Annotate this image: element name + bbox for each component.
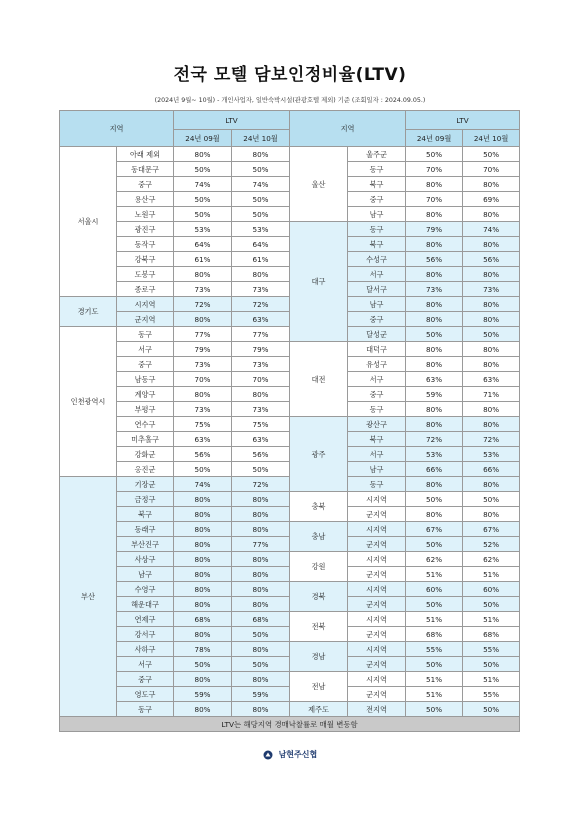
subregion-cell: 중구 bbox=[348, 192, 406, 207]
header-sep-left: 24년 09월 bbox=[174, 130, 232, 147]
ltv-sep-cell: 59% bbox=[406, 387, 463, 402]
table-row bbox=[60, 147, 520, 162]
header-ltv-left: LTV bbox=[174, 111, 290, 130]
ltv-oct-cell: 50% bbox=[232, 657, 290, 672]
ltv-oct-cell: 64% bbox=[232, 237, 290, 252]
ltv-sep-cell: 56% bbox=[174, 447, 232, 462]
subregion-cell: 울주군 bbox=[348, 147, 406, 162]
ltv-sep-cell: 80% bbox=[174, 507, 232, 522]
ltv-oct-cell: 55% bbox=[463, 642, 520, 657]
region-label-left: 서울시 bbox=[60, 147, 117, 297]
subregion-cell: 중구 bbox=[117, 357, 174, 372]
subregion-cell: 영도구 bbox=[117, 687, 174, 702]
ltv-oct-cell: 70% bbox=[232, 372, 290, 387]
ltv-oct-cell: 70% bbox=[463, 162, 520, 177]
ltv-sep-cell: 66% bbox=[406, 462, 463, 477]
ltv-oct-cell: 77% bbox=[232, 327, 290, 342]
subregion-cell: 연수구 bbox=[117, 417, 174, 432]
ltv-oct-cell: 50% bbox=[463, 702, 520, 717]
ltv-oct-cell: 53% bbox=[232, 222, 290, 237]
ltv-sep-cell: 61% bbox=[174, 252, 232, 267]
subregion-cell: 동구 bbox=[348, 222, 406, 237]
header-oct-right: 24년 10월 bbox=[463, 130, 520, 147]
ltv-sep-cell: 80% bbox=[406, 312, 463, 327]
region-label-right: 울산 bbox=[290, 147, 348, 222]
subregion-cell: 중구 bbox=[117, 177, 174, 192]
subregion-cell: 수성구 bbox=[348, 252, 406, 267]
subregion-cell: 군지역 bbox=[348, 507, 406, 522]
ltv-sep-cell: 51% bbox=[406, 672, 463, 687]
ltv-oct-cell: 50% bbox=[463, 147, 520, 162]
region-label-right: 충북 bbox=[290, 492, 348, 522]
region-label-right: 제주도 bbox=[290, 702, 348, 717]
ltv-oct-cell: 63% bbox=[232, 432, 290, 447]
subregion-cell: 강북구 bbox=[117, 252, 174, 267]
subregion-cell: 시지역 bbox=[348, 612, 406, 627]
ltv-oct-cell: 80% bbox=[232, 672, 290, 687]
ltv-sep-cell: 50% bbox=[406, 537, 463, 552]
ltv-sep-cell: 67% bbox=[406, 522, 463, 537]
ltv-oct-cell: 72% bbox=[232, 477, 290, 492]
subregion-cell: 군지역 bbox=[348, 597, 406, 612]
table-row bbox=[60, 582, 520, 597]
subregion-cell: 기장군 bbox=[117, 477, 174, 492]
credit-union-logo-icon bbox=[263, 750, 273, 760]
subregion-cell: 사하구 bbox=[117, 642, 174, 657]
credit-union-logo bbox=[0, 749, 580, 760]
subregion-cell: 도봉구 bbox=[117, 267, 174, 282]
table-row bbox=[60, 222, 520, 237]
ltv-sep-cell: 80% bbox=[174, 702, 232, 717]
ltv-oct-cell: 80% bbox=[232, 507, 290, 522]
ltv-oct-cell: 69% bbox=[463, 192, 520, 207]
ltv-sep-cell: 50% bbox=[174, 192, 232, 207]
ltv-oct-cell: 63% bbox=[232, 312, 290, 327]
subregion-cell: 부평구 bbox=[117, 402, 174, 417]
ltv-oct-cell: 59% bbox=[232, 687, 290, 702]
table-row bbox=[60, 342, 520, 357]
ltv-oct-cell: 80% bbox=[232, 597, 290, 612]
ltv-oct-cell: 74% bbox=[232, 177, 290, 192]
header-ltv-right: LTV bbox=[406, 111, 520, 130]
region-label-left: 경기도 bbox=[60, 297, 117, 327]
ltv-table bbox=[59, 110, 520, 732]
ltv-sep-cell: 80% bbox=[406, 402, 463, 417]
ltv-oct-cell: 60% bbox=[463, 582, 520, 597]
subregion-cell: 금정구 bbox=[117, 492, 174, 507]
ltv-oct-cell: 51% bbox=[463, 612, 520, 627]
ltv-oct-cell: 80% bbox=[232, 567, 290, 582]
ltv-sep-cell: 64% bbox=[174, 237, 232, 252]
table-row bbox=[60, 672, 520, 687]
subregion-cell: 계양구 bbox=[117, 387, 174, 402]
subregion-cell: 시지역 bbox=[348, 582, 406, 597]
subregion-cell: 대덕구 bbox=[348, 342, 406, 357]
subregion-cell: 군지역 bbox=[348, 567, 406, 582]
ltv-sep-cell: 79% bbox=[406, 222, 463, 237]
ltv-oct-cell: 66% bbox=[463, 462, 520, 477]
subregion-cell: 강화군 bbox=[117, 447, 174, 462]
ltv-oct-cell: 80% bbox=[463, 417, 520, 432]
ltv-sep-cell: 73% bbox=[174, 282, 232, 297]
subregion-cell: 시지역 bbox=[348, 672, 406, 687]
ltv-sep-cell: 80% bbox=[406, 207, 463, 222]
ltv-oct-cell: 50% bbox=[463, 597, 520, 612]
ltv-sep-cell: 80% bbox=[174, 627, 232, 642]
ltv-sep-cell: 55% bbox=[406, 642, 463, 657]
subregion-cell: 남동구 bbox=[117, 372, 174, 387]
subregion-cell: 동구 bbox=[117, 702, 174, 717]
subregion-cell: 유성구 bbox=[348, 357, 406, 372]
subregion-cell: 남구 bbox=[348, 462, 406, 477]
ltv-oct-cell: 73% bbox=[463, 282, 520, 297]
ltv-oct-cell: 80% bbox=[232, 267, 290, 282]
ltv-oct-cell: 51% bbox=[463, 567, 520, 582]
ltv-sep-cell: 75% bbox=[174, 417, 232, 432]
ltv-oct-cell: 50% bbox=[232, 162, 290, 177]
subregion-cell: 수영구 bbox=[117, 582, 174, 597]
header-oct-left: 24년 10월 bbox=[232, 130, 290, 147]
ltv-oct-cell: 71% bbox=[463, 387, 520, 402]
table-row bbox=[60, 552, 520, 567]
ltv-sep-cell: 50% bbox=[174, 462, 232, 477]
ltv-oct-cell: 63% bbox=[463, 372, 520, 387]
table-row bbox=[60, 702, 520, 717]
ltv-oct-cell: 72% bbox=[463, 432, 520, 447]
subregion-cell: 중구 bbox=[117, 672, 174, 687]
region-label-right: 광주 bbox=[290, 417, 348, 492]
ltv-sep-cell: 73% bbox=[174, 402, 232, 417]
ltv-oct-cell: 80% bbox=[232, 702, 290, 717]
ltv-sep-cell: 74% bbox=[174, 477, 232, 492]
subregion-cell: 남구 bbox=[348, 297, 406, 312]
ltv-sep-cell: 70% bbox=[406, 192, 463, 207]
subregion-cell: 동대문구 bbox=[117, 162, 174, 177]
subregion-cell: 시지역 bbox=[348, 642, 406, 657]
subregion-cell: 광산구 bbox=[348, 417, 406, 432]
ltv-sep-cell: 80% bbox=[174, 267, 232, 282]
ltv-oct-cell: 80% bbox=[232, 147, 290, 162]
ltv-oct-cell: 50% bbox=[463, 492, 520, 507]
subregion-cell: 해운대구 bbox=[117, 597, 174, 612]
ltv-sep-cell: 50% bbox=[174, 207, 232, 222]
ltv-oct-cell: 61% bbox=[232, 252, 290, 267]
ltv-oct-cell: 80% bbox=[463, 477, 520, 492]
ltv-sep-cell: 68% bbox=[406, 627, 463, 642]
subregion-cell: 중구 bbox=[348, 312, 406, 327]
ltv-sep-cell: 80% bbox=[174, 522, 232, 537]
ltv-oct-cell: 67% bbox=[463, 522, 520, 537]
region-label-right: 경북 bbox=[290, 582, 348, 612]
ltv-sep-cell: 56% bbox=[406, 252, 463, 267]
region-label-right: 대전 bbox=[290, 342, 348, 417]
ltv-sep-cell: 80% bbox=[406, 477, 463, 492]
subregion-cell: 동래구 bbox=[117, 522, 174, 537]
ltv-sep-cell: 80% bbox=[174, 537, 232, 552]
subregion-cell: 연제구 bbox=[117, 612, 174, 627]
ltv-sep-cell: 50% bbox=[406, 597, 463, 612]
ltv-oct-cell: 73% bbox=[232, 402, 290, 417]
ltv-oct-cell: 80% bbox=[463, 312, 520, 327]
ltv-sep-cell: 72% bbox=[406, 432, 463, 447]
region-label-right: 전남 bbox=[290, 672, 348, 702]
subregion-cell: 미추홀구 bbox=[117, 432, 174, 447]
ltv-oct-cell: 80% bbox=[463, 342, 520, 357]
subregion-cell: 종로구 bbox=[117, 282, 174, 297]
ltv-sep-cell: 80% bbox=[174, 672, 232, 687]
ltv-sep-cell: 53% bbox=[406, 447, 463, 462]
ltv-sep-cell: 51% bbox=[406, 687, 463, 702]
region-label-right: 충남 bbox=[290, 522, 348, 552]
ltv-oct-cell: 80% bbox=[232, 522, 290, 537]
ltv-oct-cell: 77% bbox=[232, 537, 290, 552]
ltv-sep-cell: 50% bbox=[406, 327, 463, 342]
subregion-cell: 전지역 bbox=[348, 702, 406, 717]
subregion-cell: 서구 bbox=[348, 267, 406, 282]
ltv-oct-cell: 50% bbox=[232, 192, 290, 207]
ltv-sep-cell: 80% bbox=[174, 552, 232, 567]
ltv-sep-cell: 80% bbox=[174, 567, 232, 582]
subregion-cell: 옹진군 bbox=[117, 462, 174, 477]
ltv-oct-cell: 80% bbox=[232, 642, 290, 657]
ltv-oct-cell: 56% bbox=[232, 447, 290, 462]
subregion-cell: 군지역 bbox=[348, 687, 406, 702]
ltv-oct-cell: 68% bbox=[463, 627, 520, 642]
ltv-oct-cell: 73% bbox=[232, 282, 290, 297]
region-label-left: 부산 bbox=[60, 477, 117, 717]
ltv-sep-cell: 80% bbox=[406, 417, 463, 432]
page-title: 전국 모텔 담보인정비율(LTV) bbox=[173, 65, 407, 85]
ltv-oct-cell: 80% bbox=[463, 207, 520, 222]
subregion-cell: 북구 bbox=[348, 432, 406, 447]
ltv-oct-cell: 80% bbox=[463, 357, 520, 372]
ltv-sep-cell: 68% bbox=[174, 612, 232, 627]
ltv-sep-cell: 70% bbox=[174, 372, 232, 387]
region-label-right: 경남 bbox=[290, 642, 348, 672]
subregion-cell: 아래 제외 bbox=[117, 147, 174, 162]
subregion-cell: 서구 bbox=[348, 372, 406, 387]
header-region-right: 지역 bbox=[290, 111, 406, 147]
region-label-right: 전북 bbox=[290, 612, 348, 642]
ltv-sep-cell: 51% bbox=[406, 612, 463, 627]
subregion-cell: 동구 bbox=[348, 477, 406, 492]
ltv-sep-cell: 72% bbox=[174, 297, 232, 312]
ltv-oct-cell: 52% bbox=[463, 537, 520, 552]
ltv-sep-cell: 80% bbox=[174, 387, 232, 402]
region-label-right: 대구 bbox=[290, 222, 348, 342]
ltv-oct-cell: 79% bbox=[232, 342, 290, 357]
ltv-sep-cell: 63% bbox=[406, 372, 463, 387]
ltv-sep-cell: 80% bbox=[406, 267, 463, 282]
ltv-sep-cell: 80% bbox=[406, 342, 463, 357]
region-label-left: 인천광역시 bbox=[60, 327, 117, 477]
subregion-cell: 서구 bbox=[117, 657, 174, 672]
subregion-cell: 군지역 bbox=[348, 627, 406, 642]
ltv-sep-cell: 60% bbox=[406, 582, 463, 597]
ltv-sep-cell: 80% bbox=[406, 357, 463, 372]
ltv-oct-cell: 68% bbox=[232, 612, 290, 627]
ltv-oct-cell: 56% bbox=[463, 252, 520, 267]
ltv-footnote: LTV는 해당지역 경매낙찰률로 매월 변동함 bbox=[60, 717, 520, 732]
ltv-oct-cell: 80% bbox=[232, 582, 290, 597]
ltv-oct-cell: 80% bbox=[463, 177, 520, 192]
ltv-oct-cell: 75% bbox=[232, 417, 290, 432]
ltv-oct-cell: 55% bbox=[463, 687, 520, 702]
subregion-cell: 동구 bbox=[348, 402, 406, 417]
page-subtitle: (2024년 9월~ 10월) - 개인사업자, 일반숙박시설(관광호텔 제외) 기준 (조회일자 : 2024.09.05.) bbox=[154, 97, 426, 104]
subregion-cell: 노원구 bbox=[117, 207, 174, 222]
subregion-cell: 중구 bbox=[348, 387, 406, 402]
subregion-cell: 동작구 bbox=[117, 237, 174, 252]
header-region-left: 지역 bbox=[60, 111, 174, 147]
ltv-sep-cell: 80% bbox=[406, 297, 463, 312]
ltv-oct-cell: 74% bbox=[463, 222, 520, 237]
subregion-cell: 남구 bbox=[348, 207, 406, 222]
ltv-oct-cell: 80% bbox=[232, 552, 290, 567]
logo-text: 남현주신협 bbox=[278, 750, 318, 759]
ltv-sep-cell: 80% bbox=[174, 597, 232, 612]
ltv-oct-cell: 51% bbox=[463, 672, 520, 687]
ltv-oct-cell: 73% bbox=[232, 357, 290, 372]
ltv-sep-cell: 53% bbox=[174, 222, 232, 237]
ltv-oct-cell: 50% bbox=[232, 627, 290, 642]
ltv-oct-cell: 50% bbox=[463, 327, 520, 342]
subregion-cell: 군지역 bbox=[348, 537, 406, 552]
table-footer-row bbox=[60, 717, 520, 732]
ltv-oct-cell: 62% bbox=[463, 552, 520, 567]
ltv-sep-cell: 78% bbox=[174, 642, 232, 657]
subregion-cell: 강서구 bbox=[117, 627, 174, 642]
subregion-cell: 시지역 bbox=[117, 297, 174, 312]
ltv-sep-cell: 50% bbox=[406, 657, 463, 672]
table-row bbox=[60, 522, 520, 537]
subregion-cell: 용산구 bbox=[117, 192, 174, 207]
ltv-oct-cell: 80% bbox=[463, 267, 520, 282]
ltv-sep-cell: 79% bbox=[174, 342, 232, 357]
ltv-oct-cell: 50% bbox=[232, 462, 290, 477]
subregion-cell: 사상구 bbox=[117, 552, 174, 567]
ltv-oct-cell: 80% bbox=[232, 492, 290, 507]
header-sep-right: 24년 09월 bbox=[406, 130, 463, 147]
table-row bbox=[60, 612, 520, 627]
ltv-sep-cell: 80% bbox=[406, 237, 463, 252]
subregion-cell: 북구 bbox=[348, 237, 406, 252]
ltv-sep-cell: 70% bbox=[406, 162, 463, 177]
subregion-cell: 동구 bbox=[117, 327, 174, 342]
ltv-oct-cell: 80% bbox=[463, 507, 520, 522]
ltv-oct-cell: 80% bbox=[232, 387, 290, 402]
subregion-cell: 달성군 bbox=[348, 327, 406, 342]
subregion-cell: 북구 bbox=[348, 177, 406, 192]
table-body bbox=[60, 147, 520, 732]
subregion-cell: 부산진구 bbox=[117, 537, 174, 552]
ltv-oct-cell: 53% bbox=[463, 447, 520, 462]
ltv-sep-cell: 50% bbox=[406, 702, 463, 717]
ltv-oct-cell: 72% bbox=[232, 297, 290, 312]
subregion-cell: 동구 bbox=[348, 162, 406, 177]
table-row bbox=[60, 417, 520, 432]
subregion-cell: 남구 bbox=[117, 567, 174, 582]
ltv-oct-cell: 80% bbox=[463, 237, 520, 252]
ltv-sep-cell: 80% bbox=[406, 507, 463, 522]
ltv-oct-cell: 80% bbox=[463, 402, 520, 417]
ltv-sep-cell: 50% bbox=[406, 147, 463, 162]
ltv-sep-cell: 80% bbox=[174, 147, 232, 162]
subregion-cell: 군지역 bbox=[348, 657, 406, 672]
region-label-right: 강원 bbox=[290, 552, 348, 582]
subregion-cell: 시지역 bbox=[348, 492, 406, 507]
ltv-sep-cell: 80% bbox=[174, 582, 232, 597]
table-row bbox=[60, 642, 520, 657]
subregion-cell: 광진구 bbox=[117, 222, 174, 237]
ltv-sep-cell: 73% bbox=[406, 282, 463, 297]
ltv-sep-cell: 50% bbox=[406, 492, 463, 507]
ltv-sep-cell: 74% bbox=[174, 177, 232, 192]
ltv-sep-cell: 50% bbox=[174, 162, 232, 177]
ltv-oct-cell: 80% bbox=[463, 297, 520, 312]
ltv-oct-cell: 50% bbox=[232, 207, 290, 222]
ltv-sep-cell: 63% bbox=[174, 432, 232, 447]
subregion-cell: 서구 bbox=[348, 447, 406, 462]
ltv-sep-cell: 62% bbox=[406, 552, 463, 567]
subregion-cell: 시지역 bbox=[348, 522, 406, 537]
ltv-oct-cell: 50% bbox=[463, 657, 520, 672]
ltv-sep-cell: 59% bbox=[174, 687, 232, 702]
ltv-sep-cell: 51% bbox=[406, 567, 463, 582]
ltv-sep-cell: 80% bbox=[174, 312, 232, 327]
ltv-sep-cell: 80% bbox=[406, 177, 463, 192]
table-row bbox=[60, 492, 520, 507]
subregion-cell: 북구 bbox=[117, 507, 174, 522]
subregion-cell: 군지역 bbox=[117, 312, 174, 327]
subregion-cell: 시지역 bbox=[348, 552, 406, 567]
ltv-sep-cell: 73% bbox=[174, 357, 232, 372]
subregion-cell: 서구 bbox=[117, 342, 174, 357]
ltv-sep-cell: 77% bbox=[174, 327, 232, 342]
ltv-sep-cell: 50% bbox=[174, 657, 232, 672]
subregion-cell: 달서구 bbox=[348, 282, 406, 297]
ltv-sep-cell: 80% bbox=[174, 492, 232, 507]
